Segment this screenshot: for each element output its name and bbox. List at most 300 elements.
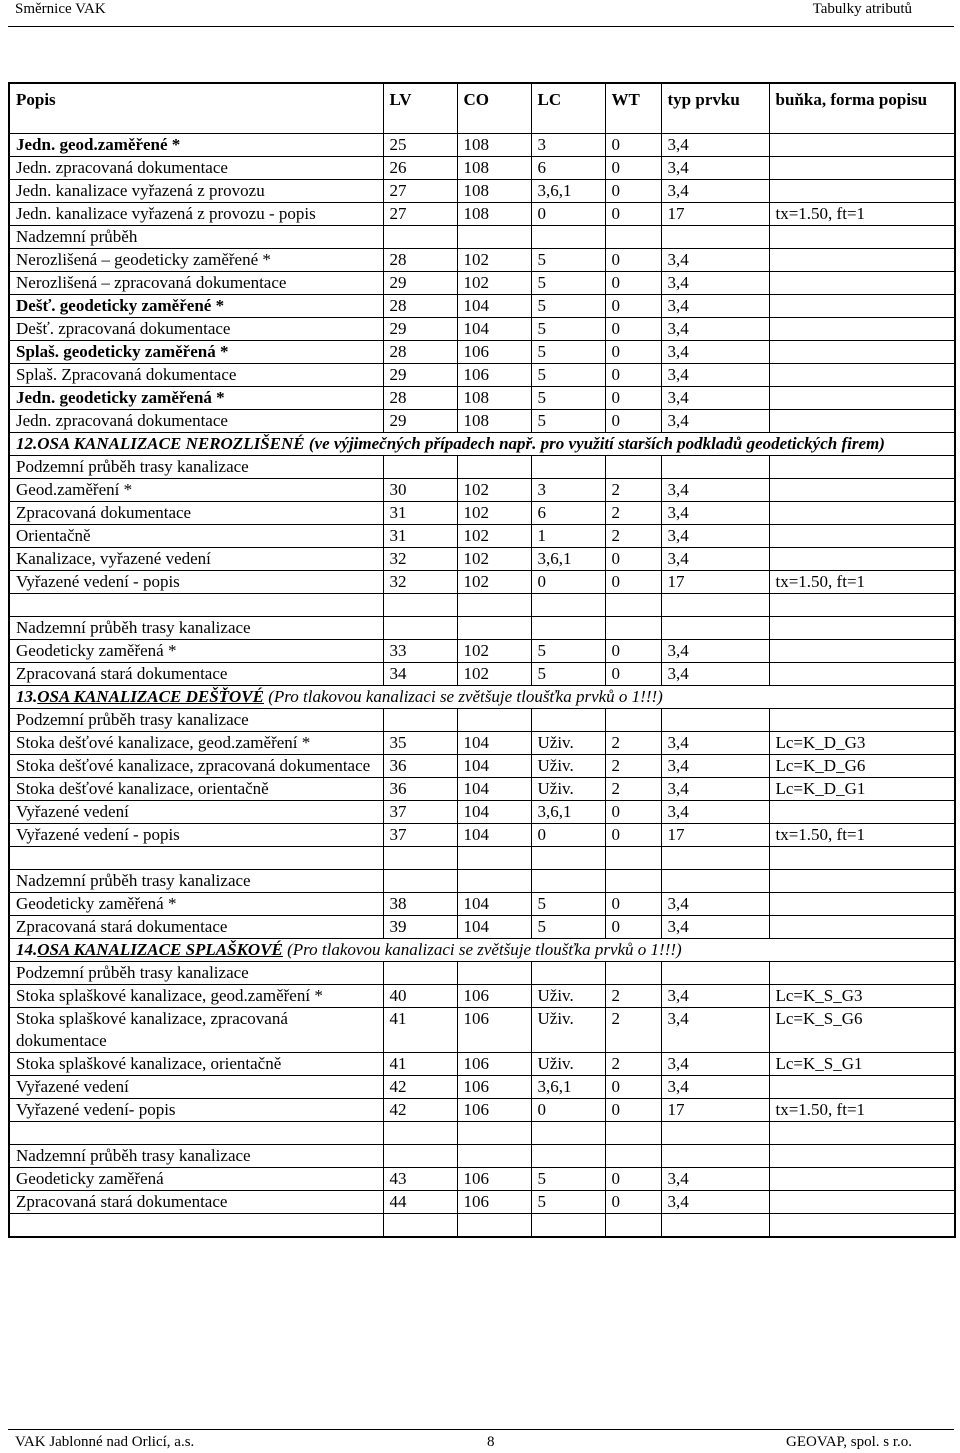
cell-co <box>457 870 531 893</box>
cell-desc: Zpracovaná stará dokumentace <box>9 1191 383 1214</box>
cell-cell-format: Lc=K_S_G6 <box>769 1008 955 1053</box>
section-number: 12. <box>16 434 38 453</box>
cell-desc: Zpracovaná dokumentace <box>9 502 383 525</box>
cell-co <box>457 962 531 985</box>
cell-wt: 0 <box>605 134 661 157</box>
cell-desc: Dešť. geodeticky zaměřené * <box>9 295 383 318</box>
header-divider <box>8 26 954 27</box>
cell-desc: Vyřazené vedení - popis <box>9 571 383 594</box>
table-row <box>9 456 955 479</box>
cell-desc: Podzemní průběh trasy kanalizace <box>9 456 383 479</box>
cell-type: 3,4 <box>661 663 769 686</box>
cell-lc <box>531 617 605 640</box>
cell-co: 106 <box>457 1191 531 1214</box>
cell-wt: 2 <box>605 732 661 755</box>
cell-desc: Vyřazené vedení - popis <box>9 824 383 847</box>
cell-type: 3,4 <box>661 364 769 387</box>
cell-lv <box>383 1145 457 1168</box>
section-note: (Pro tlakovou kanalizaci se zvětšuje tloušťka prvků o 1!!!) <box>264 687 663 706</box>
section-heading <box>9 686 955 709</box>
cell-cell-format <box>769 456 955 479</box>
cell-desc: Jedn. kanalizace vyřazená z provozu - popis <box>9 203 383 226</box>
table-row <box>9 272 955 295</box>
cell-lv: 34 <box>383 663 457 686</box>
cell-type <box>661 962 769 985</box>
table-row <box>9 778 955 801</box>
cell-co: 108 <box>457 180 531 203</box>
cell-desc: Geod.zaměření * <box>9 479 383 502</box>
cell-lv: 28 <box>383 341 457 364</box>
cell-wt: 2 <box>605 502 661 525</box>
cell-lc: 5 <box>531 1168 605 1191</box>
cell-wt: 0 <box>605 801 661 824</box>
cell-cell-format <box>769 318 955 341</box>
cell-co <box>457 1214 531 1238</box>
cell-wt: 0 <box>605 916 661 939</box>
cell-lv: 27 <box>383 180 457 203</box>
cell-type: 3,4 <box>661 295 769 318</box>
cell-co: 104 <box>457 732 531 755</box>
cell-lv <box>383 870 457 893</box>
table-row <box>9 226 955 249</box>
cell-type: 3,4 <box>661 916 769 939</box>
cell-type: 3,4 <box>661 341 769 364</box>
cell-lv: 35 <box>383 732 457 755</box>
cell-lc: 3,6,1 <box>531 548 605 571</box>
cell-lc: 3,6,1 <box>531 801 605 824</box>
cell-desc: Geodeticky zaměřená * <box>9 640 383 663</box>
table-row <box>9 203 955 226</box>
cell-co <box>457 617 531 640</box>
header-right-text: Tabulky atributů <box>812 1 912 17</box>
cell-lv <box>383 962 457 985</box>
cell-lv: 33 <box>383 640 457 663</box>
cell-cell-format <box>769 502 955 525</box>
cell-type: 3,4 <box>661 502 769 525</box>
cell-type: 3,4 <box>661 548 769 571</box>
cell-wt: 0 <box>605 180 661 203</box>
cell-type: 17 <box>661 571 769 594</box>
cell-desc: Jedn. kanalizace vyřazená z provozu <box>9 180 383 203</box>
cell-cell-format: Lc=K_S_G1 <box>769 1053 955 1076</box>
cell-lv: 37 <box>383 824 457 847</box>
cell-desc: Vyřazené vedení <box>9 801 383 824</box>
cell-lv: 26 <box>383 157 457 180</box>
cell-type: 3,4 <box>661 387 769 410</box>
cell-desc: Vyřazené vedení <box>9 1076 383 1099</box>
cell-desc <box>9 1214 383 1238</box>
table-row <box>9 617 955 640</box>
cell-lv: 30 <box>383 479 457 502</box>
cell-wt <box>605 847 661 870</box>
cell-co <box>457 847 531 870</box>
cell-lc: Uživ. <box>531 985 605 1008</box>
section-heading <box>9 433 955 456</box>
cell-type: 3,4 <box>661 318 769 341</box>
table-row <box>9 502 955 525</box>
cell-cell-format: tx=1.50, ft=1 <box>769 571 955 594</box>
cell-type: 3,4 <box>661 479 769 502</box>
cell-wt: 0 <box>605 571 661 594</box>
cell-lc <box>531 594 605 617</box>
cell-lv: 29 <box>383 410 457 433</box>
cell-lv <box>383 617 457 640</box>
cell-cell-format <box>769 387 955 410</box>
cell-co: 104 <box>457 318 531 341</box>
table-row <box>9 548 955 571</box>
cell-wt: 2 <box>605 1053 661 1076</box>
cell-co: 108 <box>457 387 531 410</box>
cell-cell-format: Lc=K_D_G3 <box>769 732 955 755</box>
cell-lv <box>383 594 457 617</box>
cell-desc: Nadzemní průběh trasy kanalizace <box>9 617 383 640</box>
cell-lv: 29 <box>383 272 457 295</box>
table-row <box>9 364 955 387</box>
cell-cell-format: tx=1.50, ft=1 <box>769 1099 955 1122</box>
cell-lc: 5 <box>531 893 605 916</box>
table-row <box>9 479 955 502</box>
table-row <box>9 134 955 157</box>
cell-co: 106 <box>457 1168 531 1191</box>
table-row <box>9 870 955 893</box>
section-number: 13. <box>16 687 38 706</box>
cell-lc: 5 <box>531 318 605 341</box>
cell-lv: 36 <box>383 778 457 801</box>
cell-lc: 6 <box>531 157 605 180</box>
cell-co: 106 <box>457 341 531 364</box>
cell-wt <box>605 226 661 249</box>
cell-cell-format <box>769 801 955 824</box>
cell-desc: Jedn. zpracovaná dokumentace <box>9 157 383 180</box>
cell-cell-format <box>769 1168 955 1191</box>
cell-co: 102 <box>457 272 531 295</box>
cell-lc: 3,6,1 <box>531 1076 605 1099</box>
cell-type: 3,4 <box>661 1168 769 1191</box>
cell-desc: Nadzemní průběh trasy kanalizace <box>9 1145 383 1168</box>
cell-desc: Dešť. zpracovaná dokumentace <box>9 318 383 341</box>
table-row <box>9 1191 955 1214</box>
cell-desc: Podzemní průběh trasy kanalizace <box>9 962 383 985</box>
cell-lv: 40 <box>383 985 457 1008</box>
cell-lc <box>531 847 605 870</box>
cell-co: 106 <box>457 1053 531 1076</box>
cell-lv: 36 <box>383 755 457 778</box>
cell-desc: Jedn. geodeticky zaměřená * <box>9 387 383 410</box>
table-row <box>9 755 955 778</box>
cell-cell-format <box>769 1191 955 1214</box>
section-title: OSA KANALIZACE SPLAŠKOVÉ <box>37 940 283 959</box>
cell-desc: Nerozlišená – geodeticky zaměřené * <box>9 249 383 272</box>
table-row <box>9 962 955 985</box>
table-row <box>9 1008 955 1053</box>
cell-type: 3,4 <box>661 410 769 433</box>
cell-lc: 5 <box>531 1191 605 1214</box>
table-row <box>9 318 955 341</box>
cell-lc: 5 <box>531 916 605 939</box>
column-header-lc: LC <box>531 83 605 134</box>
cell-type <box>661 617 769 640</box>
cell-co: 106 <box>457 1076 531 1099</box>
cell-lc: 5 <box>531 410 605 433</box>
table-row <box>9 1122 955 1145</box>
cell-co: 106 <box>457 1099 531 1122</box>
cell-lc <box>531 226 605 249</box>
cell-lc: 3 <box>531 134 605 157</box>
cell-wt: 0 <box>605 1191 661 1214</box>
cell-co: 102 <box>457 640 531 663</box>
section-heading-row <box>9 686 955 709</box>
cell-type: 3,4 <box>661 985 769 1008</box>
section-heading <box>9 939 955 962</box>
page-header <box>0 0 960 28</box>
cell-cell-format: Lc=K_D_G1 <box>769 778 955 801</box>
table-row <box>9 1214 955 1238</box>
cell-cell-format <box>769 1145 955 1168</box>
cell-desc <box>9 594 383 617</box>
cell-lc: Uživ. <box>531 732 605 755</box>
cell-type: 3,4 <box>661 134 769 157</box>
cell-desc: Stoka splaškové kanalizace, geod.zaměření * <box>9 985 383 1008</box>
cell-desc: Nadzemní průběh trasy kanalizace <box>9 870 383 893</box>
cell-wt: 0 <box>605 318 661 341</box>
cell-lc: 5 <box>531 272 605 295</box>
cell-type <box>661 456 769 479</box>
cell-wt: 2 <box>605 985 661 1008</box>
cell-lv: 31 <box>383 502 457 525</box>
cell-wt <box>605 594 661 617</box>
cell-lc: 0 <box>531 1099 605 1122</box>
cell-desc: Splaš. geodeticky zaměřená * <box>9 341 383 364</box>
cell-wt: 0 <box>605 203 661 226</box>
cell-desc: Nerozlišená – zpracovaná dokumentace <box>9 272 383 295</box>
cell-lv: 29 <box>383 364 457 387</box>
cell-cell-format: Lc=K_D_G6 <box>769 755 955 778</box>
cell-lc: 5 <box>531 387 605 410</box>
cell-type: 3,4 <box>661 640 769 663</box>
table-row <box>9 157 955 180</box>
cell-desc: Nadzemní průběh <box>9 226 383 249</box>
cell-cell-format <box>769 548 955 571</box>
cell-type: 17 <box>661 1099 769 1122</box>
cell-cell-format <box>769 249 955 272</box>
cell-co <box>457 1122 531 1145</box>
cell-cell-format <box>769 663 955 686</box>
cell-type <box>661 709 769 732</box>
header-left-text: Směrnice VAK <box>15 1 106 17</box>
table-row <box>9 525 955 548</box>
cell-type <box>661 1122 769 1145</box>
table-row <box>9 916 955 939</box>
column-header-co: CO <box>457 83 531 134</box>
cell-wt: 2 <box>605 755 661 778</box>
cell-cell-format <box>769 226 955 249</box>
cell-lv: 37 <box>383 801 457 824</box>
cell-type <box>661 847 769 870</box>
cell-wt: 0 <box>605 387 661 410</box>
cell-wt: 0 <box>605 157 661 180</box>
cell-desc <box>9 847 383 870</box>
table-row <box>9 594 955 617</box>
footer-right-text: GEOVAP, spol. s r.o. <box>786 1434 912 1450</box>
table-row <box>9 295 955 318</box>
section-number: 14. <box>16 940 38 959</box>
cell-lv: 29 <box>383 318 457 341</box>
cell-desc: Podzemní průběh trasy kanalizace <box>9 709 383 732</box>
cell-lc: 0 <box>531 203 605 226</box>
cell-cell-format <box>769 1214 955 1238</box>
table-row <box>9 180 955 203</box>
cell-wt: 0 <box>605 364 661 387</box>
cell-lc: 5 <box>531 663 605 686</box>
cell-wt <box>605 1145 661 1168</box>
cell-cell-format <box>769 617 955 640</box>
cell-lv: 28 <box>383 387 457 410</box>
cell-wt <box>605 962 661 985</box>
cell-cell-format <box>769 364 955 387</box>
cell-co: 106 <box>457 1008 531 1053</box>
cell-type <box>661 870 769 893</box>
cell-desc: Geodeticky zaměřená * <box>9 893 383 916</box>
cell-lc: 5 <box>531 364 605 387</box>
cell-desc: Zpracovaná stará dokumentace <box>9 663 383 686</box>
cell-cell-format <box>769 134 955 157</box>
table-row <box>9 1099 955 1122</box>
cell-co: 104 <box>457 801 531 824</box>
table-row <box>9 1168 955 1191</box>
table-row <box>9 1053 955 1076</box>
cell-cell-format: Lc=K_S_G3 <box>769 985 955 1008</box>
cell-wt <box>605 456 661 479</box>
column-header-wt: WT <box>605 83 661 134</box>
table-row <box>9 824 955 847</box>
cell-type: 3,4 <box>661 1191 769 1214</box>
cell-co: 102 <box>457 548 531 571</box>
cell-lc <box>531 962 605 985</box>
cell-lc <box>531 456 605 479</box>
cell-type: 3,4 <box>661 157 769 180</box>
cell-type: 3,4 <box>661 732 769 755</box>
table-row <box>9 893 955 916</box>
cell-co: 102 <box>457 502 531 525</box>
table-row <box>9 410 955 433</box>
cell-lv <box>383 1214 457 1238</box>
cell-lv: 39 <box>383 916 457 939</box>
cell-co <box>457 456 531 479</box>
cell-desc: Splaš. Zpracovaná dokumentace <box>9 364 383 387</box>
cell-desc: Stoka dešťové kanalizace, geod.zaměření * <box>9 732 383 755</box>
footer-divider <box>8 1429 954 1430</box>
cell-wt: 0 <box>605 295 661 318</box>
cell-wt <box>605 617 661 640</box>
cell-co: 102 <box>457 479 531 502</box>
column-header-cell-format: buňka, forma popisu <box>769 83 955 134</box>
cell-co <box>457 594 531 617</box>
cell-co: 108 <box>457 410 531 433</box>
cell-type: 3,4 <box>661 180 769 203</box>
cell-lc <box>531 870 605 893</box>
cell-lc: 5 <box>531 640 605 663</box>
cell-lv <box>383 1122 457 1145</box>
cell-desc: Stoka dešťové kanalizace, zpracovaná dokumentace <box>9 755 383 778</box>
cell-type: 3,4 <box>661 801 769 824</box>
table-row <box>9 985 955 1008</box>
cell-lv: 27 <box>383 203 457 226</box>
cell-type: 3,4 <box>661 525 769 548</box>
cell-wt <box>605 1122 661 1145</box>
cell-co <box>457 709 531 732</box>
cell-lc: 1 <box>531 525 605 548</box>
cell-lc <box>531 709 605 732</box>
cell-lv <box>383 226 457 249</box>
cell-type <box>661 594 769 617</box>
table-row <box>9 249 955 272</box>
cell-desc: Stoka splaškové kanalizace, orientačně <box>9 1053 383 1076</box>
cell-cell-format <box>769 525 955 548</box>
cell-lc: 6 <box>531 502 605 525</box>
cell-co: 104 <box>457 893 531 916</box>
cell-wt: 0 <box>605 1168 661 1191</box>
cell-lv: 41 <box>383 1008 457 1053</box>
cell-lc: Uživ. <box>531 755 605 778</box>
table-row <box>9 1076 955 1099</box>
table-row <box>9 341 955 364</box>
cell-co: 108 <box>457 134 531 157</box>
cell-type: 3,4 <box>661 272 769 295</box>
cell-type: 17 <box>661 824 769 847</box>
cell-lv: 42 <box>383 1076 457 1099</box>
cell-co: 104 <box>457 778 531 801</box>
footer-left-text: VAK Jablonné nad Orlicí, a.s. <box>15 1434 195 1450</box>
cell-cell-format: tx=1.50, ft=1 <box>769 824 955 847</box>
cell-lc: Uživ. <box>531 1008 605 1053</box>
table-row <box>9 640 955 663</box>
cell-wt: 0 <box>605 893 661 916</box>
cell-co: 104 <box>457 755 531 778</box>
cell-co: 108 <box>457 203 531 226</box>
cell-co: 102 <box>457 571 531 594</box>
cell-type: 3,4 <box>661 249 769 272</box>
cell-wt: 0 <box>605 410 661 433</box>
cell-lv: 28 <box>383 249 457 272</box>
cell-type <box>661 226 769 249</box>
attribute-table <box>8 82 956 1238</box>
cell-wt: 0 <box>605 1076 661 1099</box>
cell-desc: Orientačně <box>9 525 383 548</box>
section-heading-row <box>9 939 955 962</box>
cell-co: 106 <box>457 985 531 1008</box>
column-header-type: typ prvku <box>661 83 769 134</box>
cell-wt: 0 <box>605 1099 661 1122</box>
cell-cell-format <box>769 594 955 617</box>
column-header-desc: Popis <box>9 83 383 134</box>
cell-cell-format <box>769 870 955 893</box>
cell-desc: Stoka dešťové kanalizace, orientačně <box>9 778 383 801</box>
cell-cell-format <box>769 157 955 180</box>
cell-cell-format <box>769 893 955 916</box>
cell-wt: 2 <box>605 479 661 502</box>
cell-type: 17 <box>661 203 769 226</box>
cell-lc: 5 <box>531 295 605 318</box>
cell-cell-format <box>769 709 955 732</box>
cell-desc: Geodeticky zaměřená <box>9 1168 383 1191</box>
cell-desc: Jedn. geod.zaměřené * <box>9 134 383 157</box>
cell-wt: 0 <box>605 341 661 364</box>
cell-type: 3,4 <box>661 755 769 778</box>
cell-lc: 0 <box>531 571 605 594</box>
table-row <box>9 663 955 686</box>
column-header-lv: LV <box>383 83 457 134</box>
cell-lv <box>383 709 457 732</box>
